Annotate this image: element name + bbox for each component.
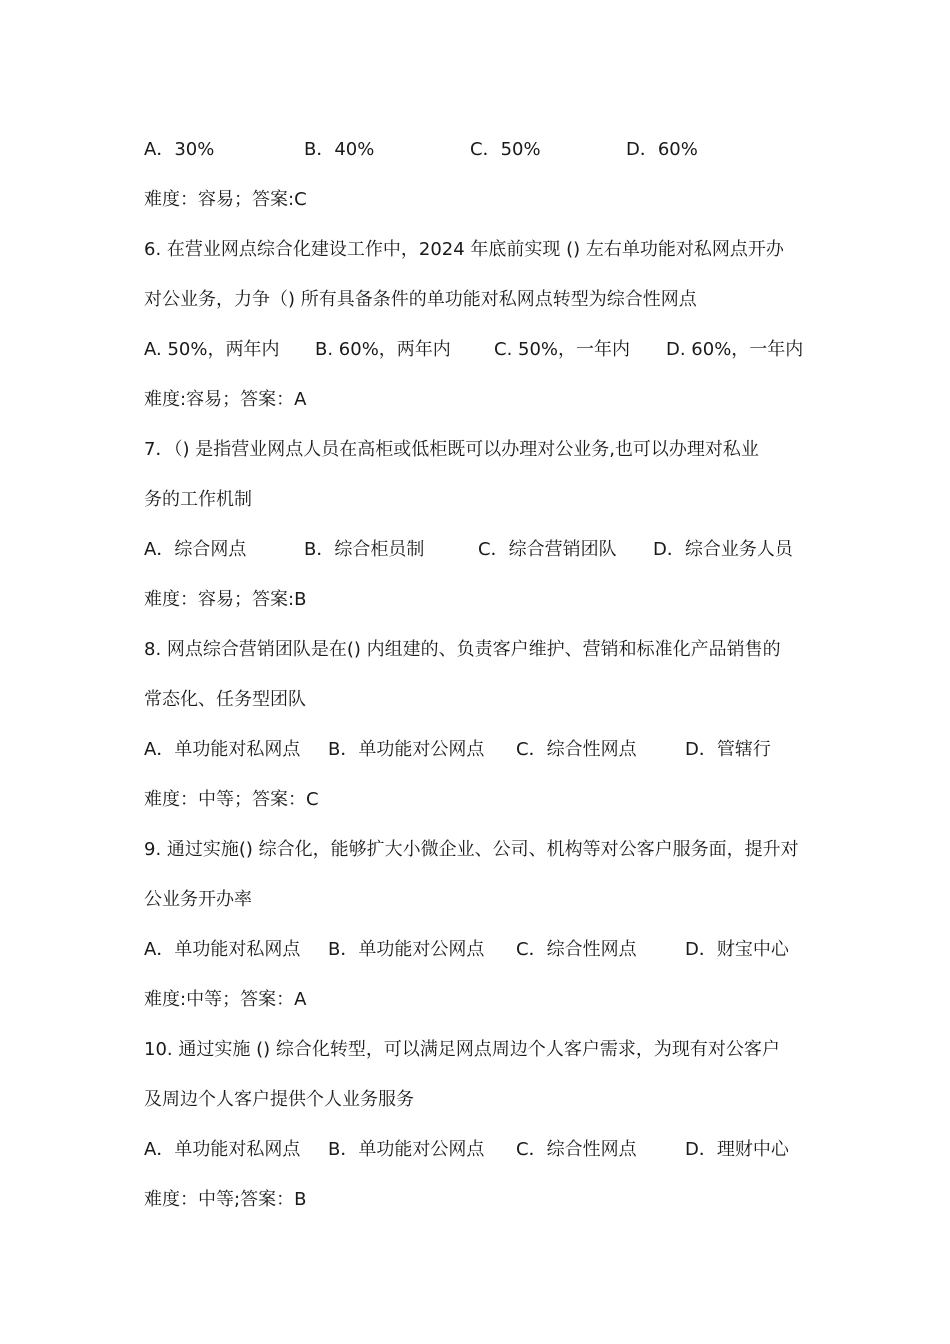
option-a: A．综合网点	[144, 539, 247, 560]
option-b: B．综合柜员制	[304, 539, 425, 560]
option-b: B．单功能对公网点	[328, 1139, 485, 1160]
option-b: B. 60%，两年内	[315, 339, 451, 360]
question-9-text: 9. 通过实施() 综合化，能够扩大小微企业、公司、机构等对公客户服务面，提升对	[144, 839, 799, 860]
question-10-answer: 难度：中等;答案：B	[144, 1189, 307, 1210]
option-a: A．单功能对私网点	[144, 939, 301, 960]
option-a: A．单功能对私网点	[144, 739, 301, 760]
option-d: D．综合业务人员	[653, 539, 793, 560]
question-8-text-cont: 常态化、任务型团队	[144, 689, 306, 710]
option-c: C．综合营销团队	[478, 539, 617, 560]
option-c: C．综合性网点	[516, 939, 637, 960]
question-10-text-cont: 及周边个人客户提供个人业务服务	[144, 1089, 414, 1110]
option-d: D．60%	[626, 139, 698, 160]
option-a: A．30%	[144, 139, 215, 160]
question-6-text: 6. 在营业网点综合化建设工作中，2024 年底前实现 () 左右单功能对私网点开办	[144, 239, 784, 260]
option-b: B．40%	[304, 139, 375, 160]
option-c: C．综合性网点	[516, 1139, 637, 1160]
question-8-answer: 难度：中等；答案：C	[144, 789, 319, 810]
question-9-answer: 难度:中等；答案：A	[144, 989, 307, 1010]
question-6-answer: 难度:容易；答案：A	[144, 389, 307, 410]
option-c: C．50%	[470, 139, 541, 160]
option-d: D．理财中心	[685, 1139, 789, 1160]
option-a: A. 50%，两年内	[144, 339, 280, 360]
answer-line: 难度：容易；答案:C	[144, 189, 307, 210]
question-9-text-cont: 公业务开办率	[144, 889, 252, 910]
option-d: D．财宝中心	[685, 939, 789, 960]
option-a: A．单功能对私网点	[144, 1139, 301, 1160]
question-7-answer: 难度：容易；答案:B	[144, 589, 307, 610]
option-b: B．单功能对公网点	[328, 739, 485, 760]
option-b: B．单功能对公网点	[328, 939, 485, 960]
option-c: C．综合性网点	[516, 739, 637, 760]
question-7-text: 7．（) 是指营业网点人员在高柜或低柜既可以办理对公业务,也可以办理对私业	[144, 439, 759, 460]
question-10-text: 10. 通过实施 () 综合化转型，可以满足网点周边个人客户需求，为现有对公客户	[144, 1039, 780, 1060]
question-7-text-cont: 务的工作机制	[144, 489, 252, 510]
option-d: D. 60%，一年内	[666, 339, 804, 360]
option-d: D．管辖行	[685, 739, 771, 760]
option-c: C. 50%，一年内	[494, 339, 631, 360]
question-8-text: 8. 网点综合营销团队是在() 内组建的、负责客户维护、营销和标准化产品销售的	[144, 639, 781, 660]
question-6-text-cont: 对公业务，力争（) 所有具备条件的单功能对私网点转型为综合性网点	[144, 289, 697, 310]
